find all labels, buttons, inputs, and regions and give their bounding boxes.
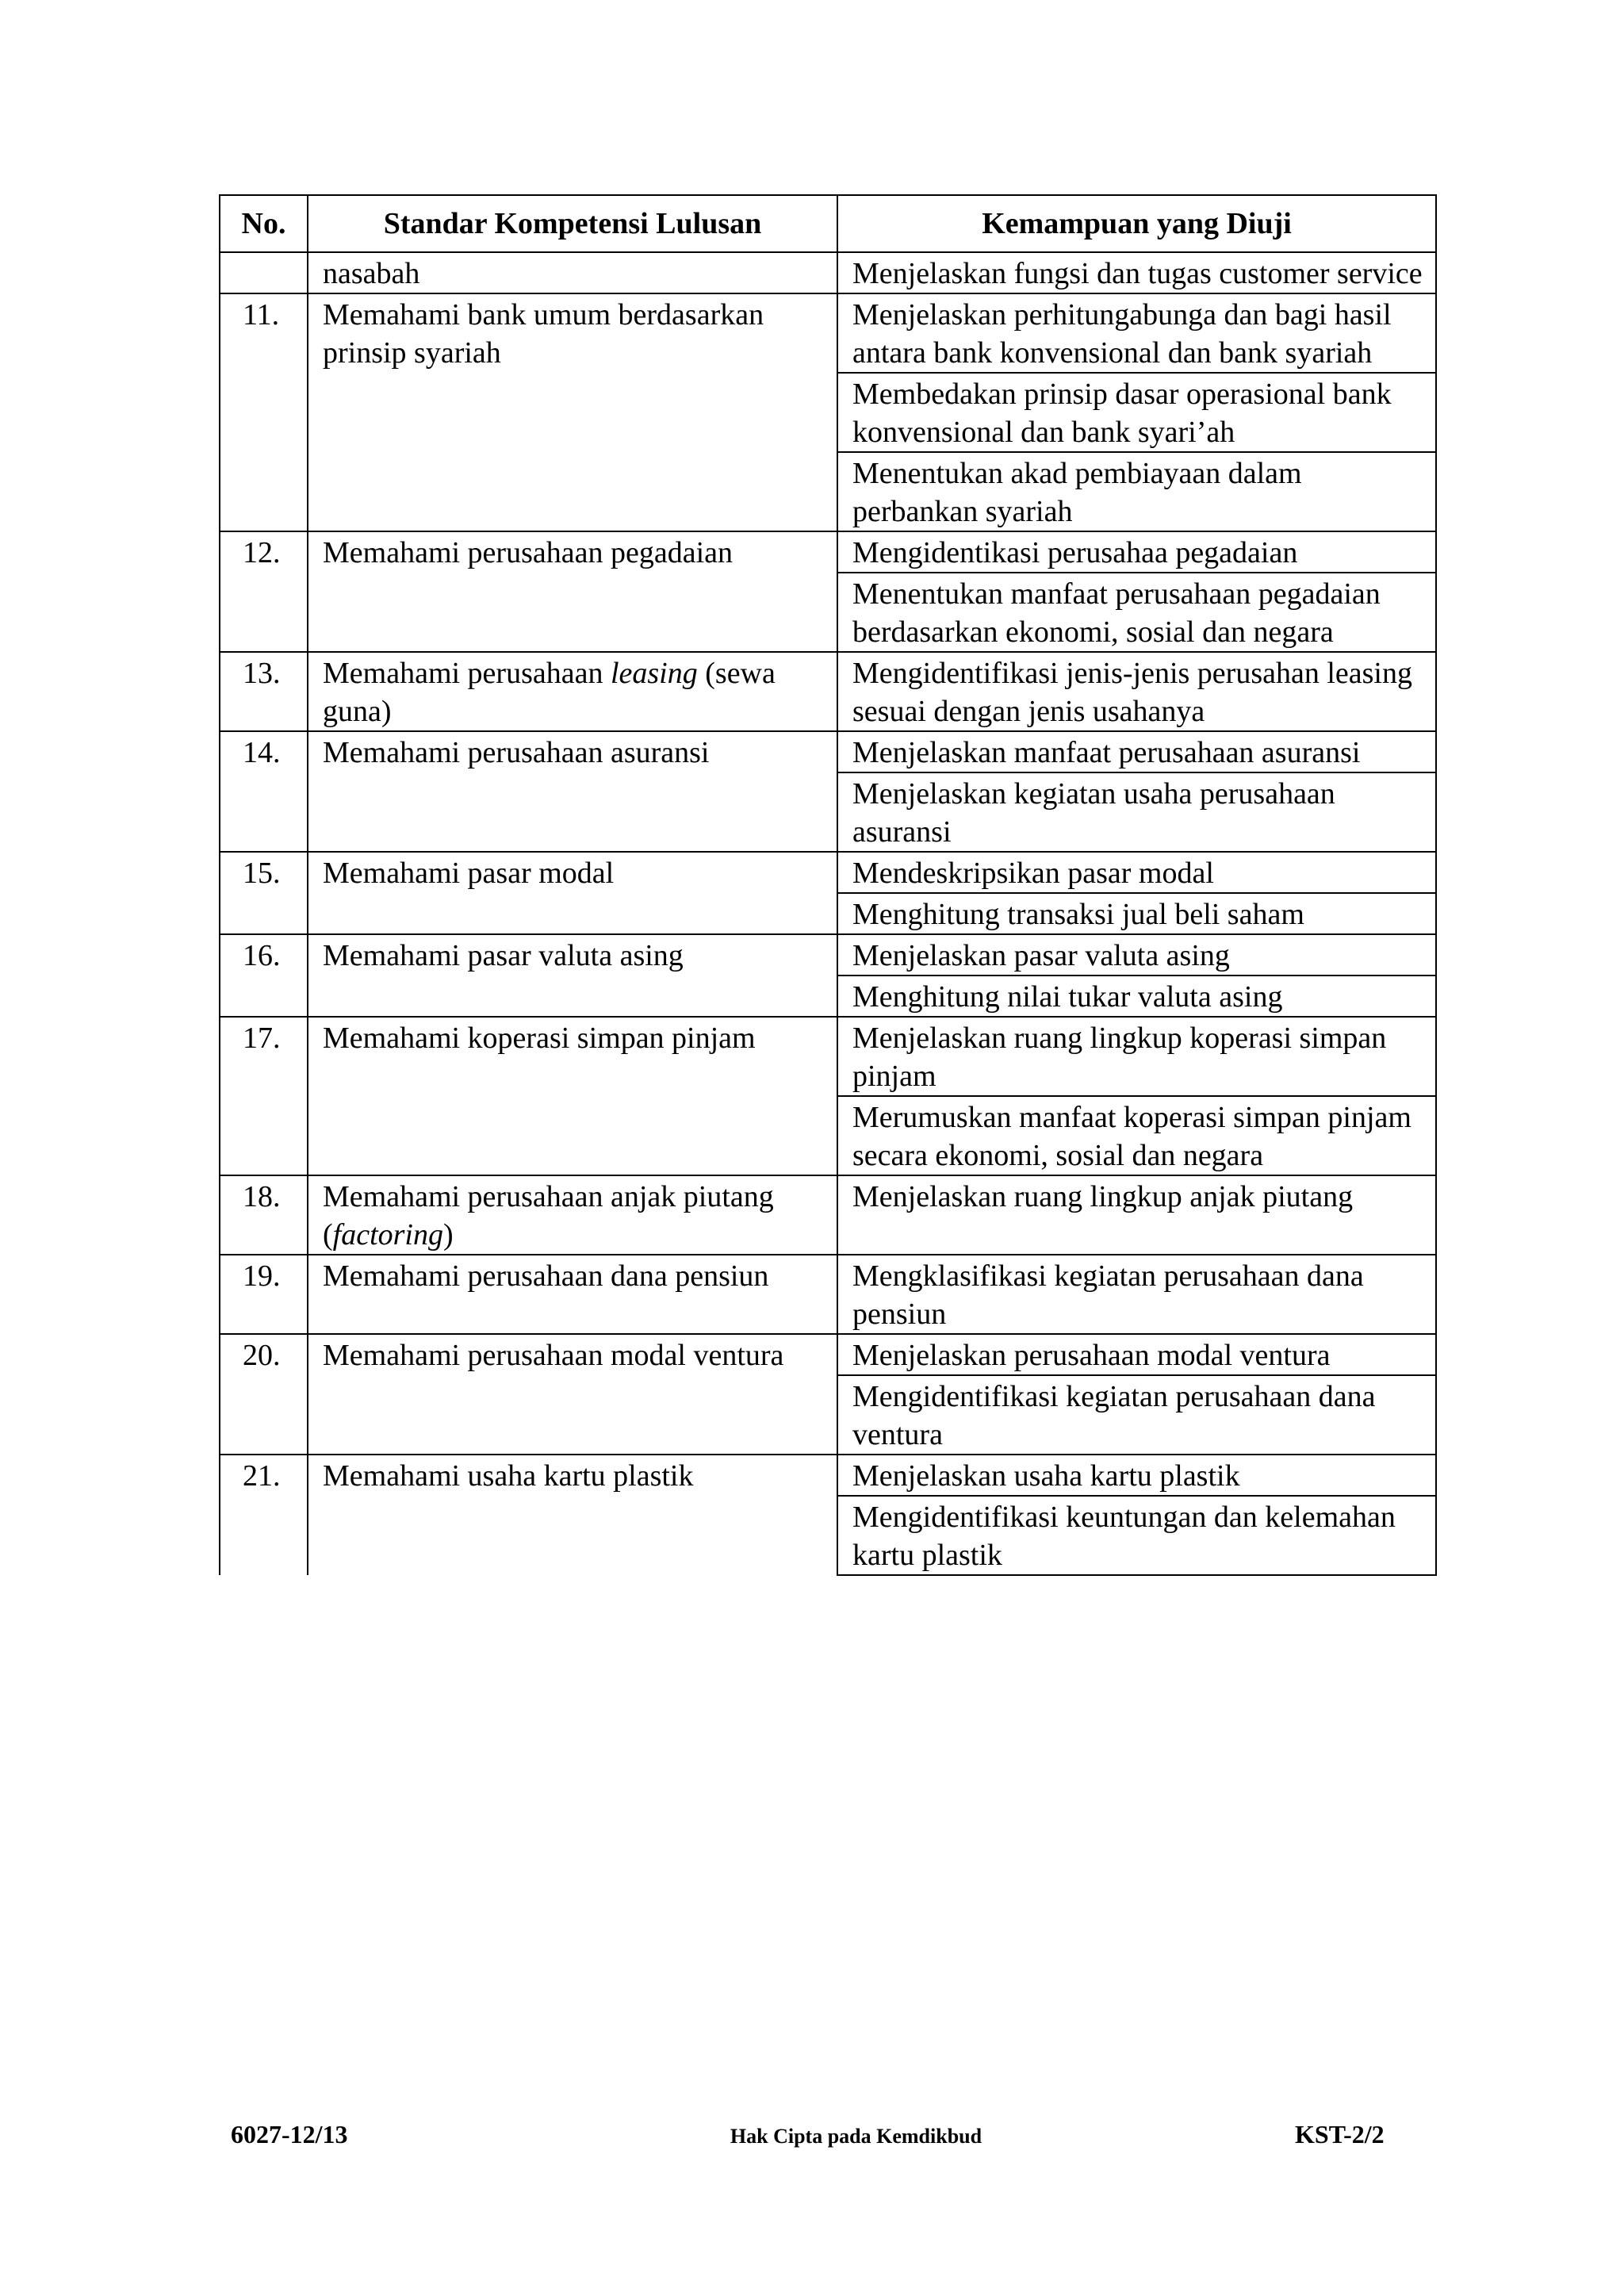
tested-ability: Menjelaskan ruang lingkup koperasi simpan pinjam (837, 1017, 1436, 1096)
row-number: 13. (220, 652, 308, 731)
row-number: 15. (220, 852, 308, 934)
table-row (220, 1334, 1436, 1375)
row-number: 19. (220, 1255, 308, 1334)
header-no: No. (220, 195, 308, 252)
tested-ability: Menjelaskan kegiatan usaha perusahaan asuransi (837, 772, 1436, 852)
tested-ability: Menentukan manfaat perusahaan pegadaian berdasarkan ekonomi, sosial dan negara (837, 573, 1436, 652)
table-header-row (220, 195, 1436, 252)
row-number: 11. (220, 293, 308, 531)
table-row (220, 252, 1436, 293)
row-number: 14. (220, 731, 308, 852)
header-standard: Standar Kompetensi Lulusan (308, 195, 837, 252)
competency-standard: Memahami perusahaan modal ventura (308, 1334, 837, 1455)
competency-standard: Memahami perusahaan pegadaian (308, 531, 837, 652)
competency-standard: Memahami perusahaan leasing (sewa guna) (308, 652, 837, 731)
tested-ability: Mengklasifikasi kegiatan perusahaan dana pensiun (837, 1255, 1436, 1334)
tested-ability: Menjelaskan perhitungabunga dan bagi hasil antara bank konvensional dan bank syariah (837, 293, 1436, 373)
competency-standard: Memahami bank umum berdasarkan prinsip syariah (308, 293, 837, 531)
tested-ability: Mengidentifikasi kegiatan perusahaan dana ventura (837, 1375, 1436, 1455)
competency-standard: Memahami pasar modal (308, 852, 837, 934)
table-row (220, 293, 1436, 373)
row-number: 17. (220, 1017, 308, 1175)
tested-ability: Menjelaskan manfaat perusahaan asuransi (837, 731, 1436, 772)
tested-ability: Mengidentifikasi jenis-jenis perusahan leasing sesuai dengan jenis usahanya (837, 652, 1436, 731)
tested-ability: Menentukan akad pembiayaan dalam perbankan syariah (837, 452, 1436, 531)
tested-ability: Menjelaskan ruang lingkup anjak piutang (837, 1175, 1436, 1255)
page-number: KST-2/2 (1295, 2120, 1385, 2148)
tested-ability: Menjelaskan perusahaan modal ventura (837, 1334, 1436, 1375)
tested-ability: Menghitung nilai tukar valuta asing (837, 976, 1436, 1017)
table-body (220, 252, 1436, 1575)
competency-standard: Memahami perusahaan dana pensiun (308, 1255, 837, 1334)
table-row (220, 1455, 1436, 1496)
header-ability: Kemampuan yang Diuji (837, 195, 1436, 252)
tested-ability: Mengidentikasi perusahaa pegadaian (837, 531, 1436, 573)
tested-ability: Mendeskripsikan pasar modal (837, 852, 1436, 893)
competency-standard: Memahami pasar valuta asing (308, 934, 837, 1017)
table-row (220, 934, 1436, 976)
table-row (220, 652, 1436, 731)
table-row (220, 531, 1436, 573)
competency-standard: Memahami usaha kartu plastik (308, 1455, 837, 1575)
tested-ability: Merumuskan manfaat koperasi simpan pinjam secara ekonomi, sosial dan negara (837, 1096, 1436, 1175)
tested-ability: Mengidentifikasi keuntungan dan kelemahan kartu plastik (837, 1496, 1436, 1575)
competency-standard: Memahami perusahaan asuransi (308, 731, 837, 852)
row-number (220, 252, 308, 293)
tested-ability: Menjelaskan fungsi dan tugas customer service (837, 252, 1436, 293)
row-number: 20. (220, 1334, 308, 1455)
tested-ability: Menjelaskan pasar valuta asing (837, 934, 1436, 976)
table-row (220, 852, 1436, 893)
tested-ability: Menghitung transaksi jual beli saham (837, 893, 1436, 934)
row-number: 12. (220, 531, 308, 652)
competency-table (219, 194, 1437, 1576)
table-row (220, 731, 1436, 772)
competency-standard: Memahami perusahaan anjak piutang (factoring) (308, 1175, 837, 1255)
document-code: 6027-12/13 (231, 2120, 348, 2148)
table-row (220, 1017, 1436, 1096)
copyright-notice: Hak Cipta pada Kemdikbud (730, 2125, 982, 2148)
row-number: 18. (220, 1175, 308, 1255)
row-number: 21. (220, 1455, 308, 1575)
table-row (220, 1255, 1436, 1334)
competency-standard: nasabah (308, 252, 837, 293)
tested-ability: Menjelaskan usaha kartu plastik (837, 1455, 1436, 1496)
tested-ability: Membedakan prinsip dasar operasional bank konvensional dan bank syari’ah (837, 373, 1436, 452)
competency-standard: Memahami koperasi simpan pinjam (308, 1017, 837, 1175)
row-number: 16. (220, 934, 308, 1017)
table-row (220, 1175, 1436, 1255)
